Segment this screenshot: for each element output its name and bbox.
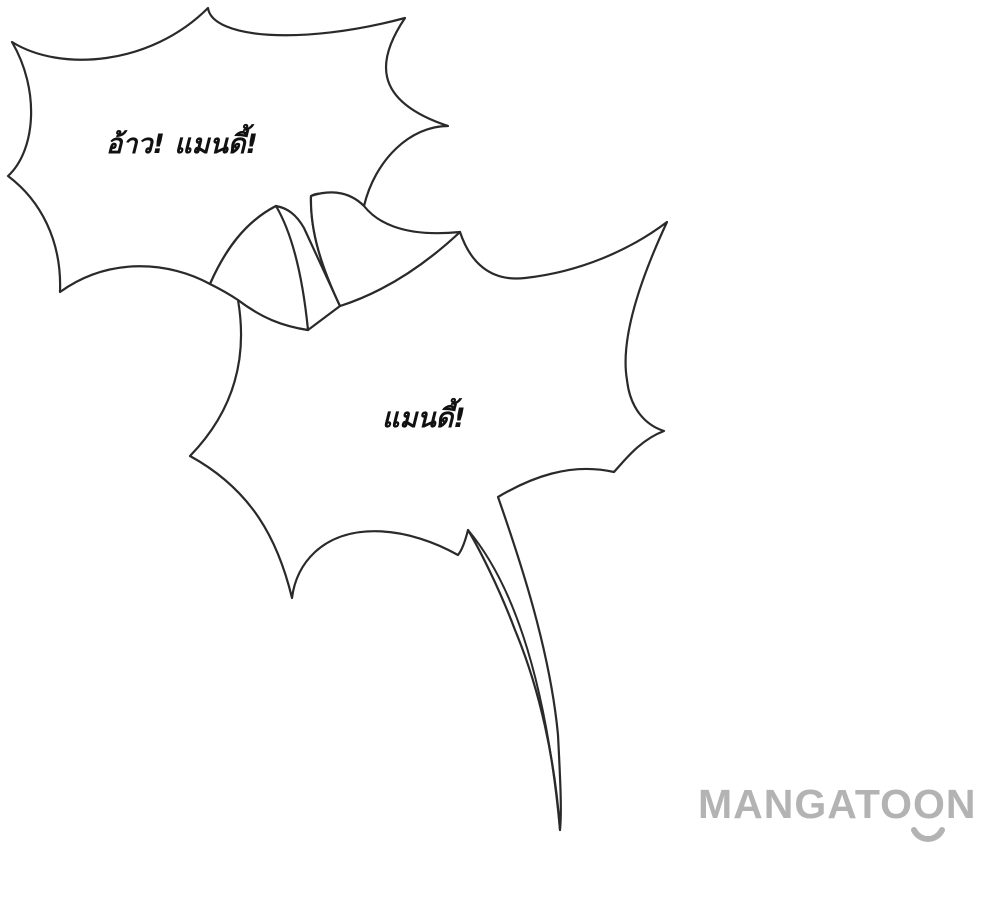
mangatoon-watermark: MANGATOON <box>698 781 977 827</box>
speech-text-2: แมนดี้! <box>382 403 466 434</box>
speech-text-1: อ้าว! แมนดี้! <box>106 129 258 160</box>
watermark-smile-icon <box>908 826 948 846</box>
